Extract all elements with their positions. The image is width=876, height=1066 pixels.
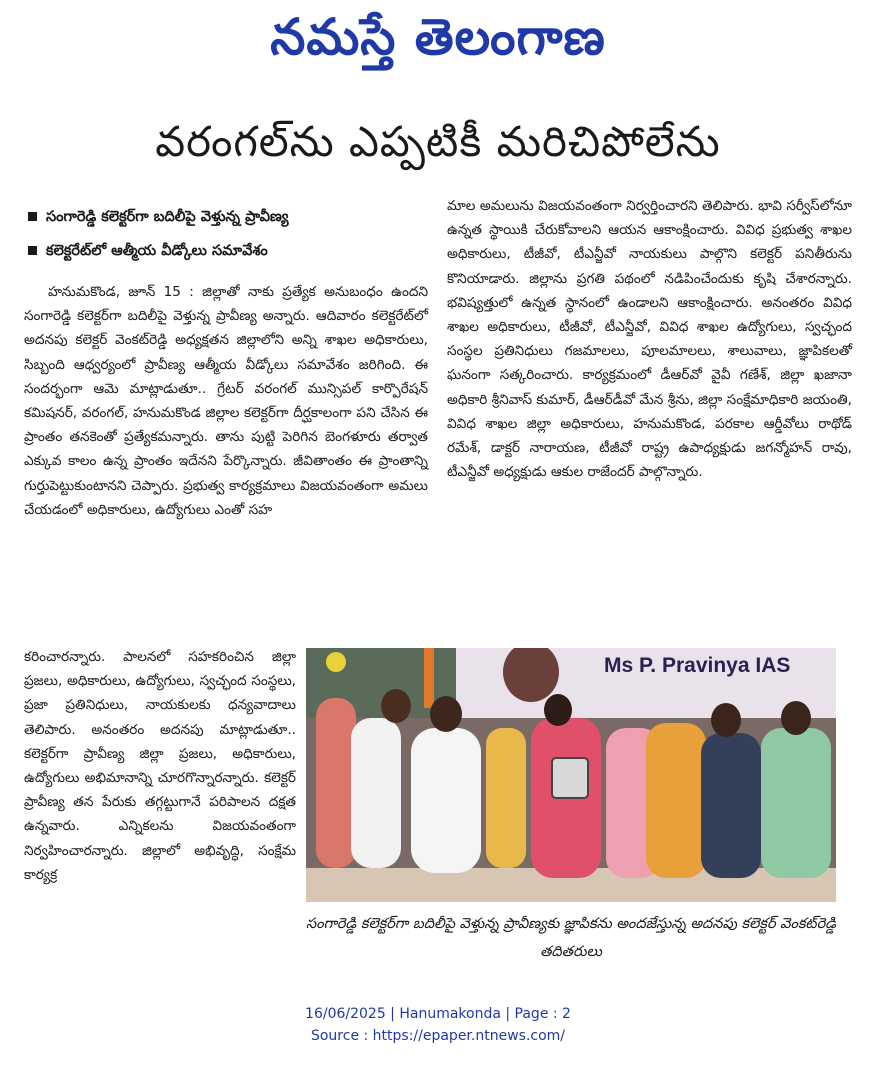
article-headline: వరంగల్‌ను ఎప్పటికీ మరిచిపోలేను (155, 117, 721, 166)
article-column-left-top: హనుమకొండ, జూన్ 15 : జిల్లాతో నాకు ప్రత్యేక అనుబంధం ఉందని సంగారెడ్డి కలెక్టర్‌గా బదిలీపై వెళ్తున్న ప్రావీణ్య అన్నారు. ఆదివారం కలెక్టరేట్‌లో అదనపు కలెక్టర్ వెంకట్‌రెడ్డి అధ్యక్షతన జిల్లాలోని అన్ని శాఖల అధికారులు, సిబ్బంది ఆధ్వర్యంలో ప్రావీణ్య ఆత్మీయ వీడ్కోలు సమావేశం జరిగింది. ఈ సందర్భంగా ఆమె మాట్లాడుతూ.. గ్రేటర్ వరంగల్ మున్సిపల్ కార్పొరేషన్ కమిషనర్, వరంగల్, హనుమకొండ జిల్లాల కలెక్టర్‌గా దీర్ఘకాలంగా పని చేసిన ఈ ప్రాంతం తనకెంతో ప్రత్యేకమన్నారు. తాను పుట్టి పెరిగిన బెంగళూరు తర్వాత ఎక్కువ కాలం ఉన్న ప్రాంతం ఇదేనని పేర్కొన్నారు. జీవితాంతం ఈ ప్రాంతాన్ని గుర్తుపెట్టుకుంటానని చెప్పారు. ప్రభుత్వ కార్యక్రమాలు విజయవంతంగా అమలు చేయడంలో అధికారులు, ఉద్యోగులు ఎంతో సహ (24, 284, 428, 518)
masthead-title: నమస్తే తెలంగాణ (270, 8, 606, 66)
page-footer (0, 1003, 876, 1047)
footer-source-line: Source : https://epaper.ntnews.com/ (310, 1028, 566, 1044)
subheadline-bullets (24, 200, 428, 268)
bullet-item: కలెక్టరేట్‌లో ఆత్మీయ వీడ్కోలు సమావేశం (24, 234, 428, 268)
bullet-item: సంగారెడ్డి కలెక్టర్‌గా బదిలీపై వెళ్తున్న ప్రావీణ్య (24, 200, 428, 234)
article-column-right: మాల అమలును విజయవంతంగా నిర్వర్తించారని తెలిపారు. భావి సర్వీస్‌లోనూ ఉన్నత స్థాయికి చేరుకోవాలని ఆయన ఆకాంక్షించారు. వివిధ ప్రభుత్వ శాఖల అధికారులు, టీజీవో, టీఎన్జీవో నాయకులు పాల్గొని కలెక్టర్ పనితీరును కొనియాడారు. జిల్లాను ప్రగతి పథంలో నడిపించేందుకు కృషి చేశారన్నారు. భవిష్యత్తులో ఉన్నత స్థానంలో ఉండాలని ఆకాంక్షించారు. అనంతరం వివిధ శాఖల అధికారులు, టీజీవో, టీఎన్జీవో, వివిధ శాఖల ఉద్యోగులు, స్వచ్ఛంద సంస్థల ప్రతినిధులు గజమాలలు, పూలమాలలు, శాలువాలు, జ్ఞాపికలతో ఘనంగా సత్కరించారు. కార్యక్రమంలో డీఆర్‌వో వైవీ గణేశ్, జిల్లా ఖజానా అధికారి శ్రీనివాస్ కుమార్, డీఆర్‌డీవో మేన శ్రీను, జిల్లా సంక్షేమాధికారి జయంతి, వివిధ శాఖల జిల్లా అధికారులు, హనుమకొండ, పరకాల ఆర్డీవోలు రాథోడ్ రమేశ్, డాక్టర్ నారాయణ, టీజీవో రాష్ట్ర ఉపాధ్యక్షుడు జగన్మోహన్ రావు, టీఎన్జీవో అధ్యక్షుడు ఆకుల రాజేందర్ పాల్గొన్నారు. (447, 198, 852, 481)
footer-date-line: 16/06/2025 | Hanumakonda | Page : 2 (305, 1006, 571, 1022)
photo-caption: సంగారెడ్డి కలెక్టర్‌గా బదిలీపై వెళ్తున్న ప్రావీణ్యకు జ్ఞాపికను అందజేస్తున్న అదనపు కలెక్టర్ వెంకట్‌రెడ్డి తదితరులు (306, 916, 836, 960)
newspaper-masthead (0, 2, 876, 74)
photo-banner-text: Ms P. Pravinya IAS (604, 654, 791, 677)
article-column-left-bottom: కరించారన్నారు. పాలనలో సహకరించిన జిల్లా ప్రజలు, అధికారులు, ఉద్యోగులు, స్వచ్ఛంద సంస్థలు, ప్రజా ప్రతినిధులు, నాయకులకు ధన్యవాదాలు తెలిపారు. అనంతరం అదనపు మాట్లాడుతూ.. కలెక్టర్‌గా ప్రావీణ్య జిల్లా ప్రజలు, అధికారులు, ఉద్యోగులు అభిమానాన్ని చూరగొన్నారన్నారు. కలెక్టర్ ప్రావీణ్య తన పేరుకు తగ్గట్టుగానే పరిపాలన దక్షత ఉన్నవారు. ఎన్నికలను విజయవంతంగా నిర్వహించారన్నారు. జిల్లాలో అభివృద్ధి, సంక్షేమ కార్యక్ర (24, 649, 296, 883)
news-photo (306, 648, 836, 902)
